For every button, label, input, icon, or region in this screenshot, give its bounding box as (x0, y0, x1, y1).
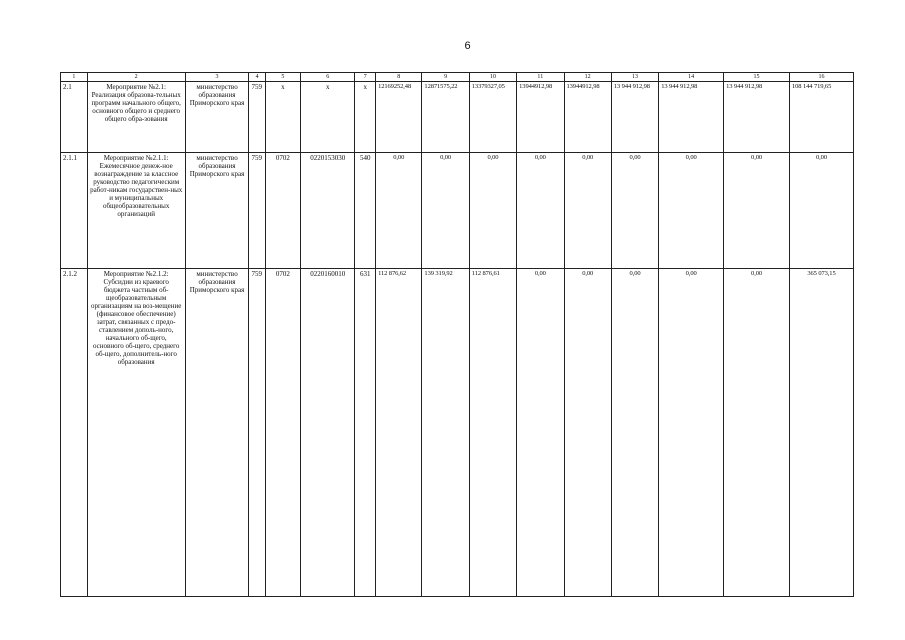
column-header: 16 (790, 73, 854, 82)
amount-year-6: 0,00 (611, 269, 658, 597)
amount-year-2: 0,00 (422, 153, 469, 269)
page-number: 6 (464, 40, 471, 52)
csr-code: 0220153030 (300, 153, 355, 269)
amount-year-5: 13944912,98 (564, 82, 611, 153)
amount-year-8: 13 944 912,98 (724, 82, 790, 153)
amount-year-5: 0,00 (564, 269, 611, 597)
column-header: 15 (724, 73, 790, 82)
vr-code: 540 (355, 153, 376, 269)
rzpr-code: 0702 (265, 269, 300, 597)
column-header: 5 (265, 73, 300, 82)
column-header: 11 (517, 73, 564, 82)
amount-year-6: 13 944 912,98 (611, 82, 658, 153)
column-header: 7 (355, 73, 376, 82)
amount-year-1: 0,00 (376, 153, 422, 269)
row-number: 2.1 (61, 82, 88, 153)
amount-year-7: 13 944 912,98 (659, 82, 724, 153)
executor: министерство образования Приморского края (185, 153, 249, 269)
amount-year-2: 139 319,92 (422, 269, 469, 597)
executor: министерство образования Приморского края (185, 82, 249, 153)
amount-total: 108 144 719,65 (790, 82, 854, 153)
rzpr-code: x (265, 82, 300, 153)
grbs-code: 759 (249, 269, 265, 597)
row-number: 2.1.1 (61, 153, 88, 269)
amount-total: 0,00 (790, 153, 854, 269)
activity-name: Мероприятие №2.1.1: Ежемесячное денеж-ное вознаграждение за классное руководство педагогическим работ-никам государствен-ных и муниципальных общеобразовательных организаций (87, 153, 185, 269)
amount-year-8: 0,00 (724, 153, 790, 269)
amount-year-2: 12871575,22 (422, 82, 469, 153)
vr-code: x (355, 82, 376, 153)
activity-name: Мероприятие №2.1.2: Субсидии из краевого бюджета частным об-щеобразовательным организациям на воз-мещение (финансовое обеспечение) затрат, связанных с предо-ставлением дополь-ного, начального об-щего, основного об-щего, среднего об-щего, дополнитель-ного образования (87, 269, 185, 597)
column-header: 14 (659, 73, 724, 82)
csr-code: x (300, 82, 355, 153)
grbs-code: 759 (249, 153, 265, 269)
table-row (61, 269, 854, 597)
amount-year-4: 0,00 (517, 153, 564, 269)
column-header: 13 (611, 73, 658, 82)
amount-year-7: 0,00 (659, 153, 724, 269)
row-number: 2.1.2 (61, 269, 88, 597)
amount-year-1: 12169252,48 (376, 82, 422, 153)
vr-code: 631 (355, 269, 376, 597)
amount-year-7: 0,00 (659, 269, 724, 597)
table-header-row (61, 73, 854, 82)
column-header: 1 (61, 73, 88, 82)
amount-year-3: 13379327,05 (469, 82, 516, 153)
amount-total: 365 073,15 (790, 269, 854, 597)
amount-year-8: 0,00 (724, 269, 790, 597)
column-header: 2 (87, 73, 185, 82)
column-header: 4 (249, 73, 265, 82)
column-header: 10 (469, 73, 516, 82)
column-header: 3 (185, 73, 249, 82)
amount-year-1: 112 876,62 (376, 269, 422, 597)
budget-table (60, 72, 854, 597)
amount-year-4: 13944912,98 (517, 82, 564, 153)
column-header: 12 (564, 73, 611, 82)
csr-code: 0220160010 (300, 269, 355, 597)
column-header: 9 (422, 73, 469, 82)
executor: министерство образования Приморского края (185, 269, 249, 597)
rzpr-code: 0702 (265, 153, 300, 269)
activity-name: Мероприятие №2.1: Реализация образова-тельных программ начального общего, основного общего и среднего общего обра-зования (87, 82, 185, 153)
table-row (61, 153, 854, 269)
amount-year-4: 0,00 (517, 269, 564, 597)
grbs-code: 759 (249, 82, 265, 153)
amount-year-6: 0,00 (611, 153, 658, 269)
amount-year-3: 112 876,61 (469, 269, 516, 597)
amount-year-3: 0,00 (469, 153, 516, 269)
amount-year-5: 0,00 (564, 153, 611, 269)
column-header: 6 (300, 73, 355, 82)
column-header: 8 (376, 73, 422, 82)
table-row (61, 82, 854, 153)
